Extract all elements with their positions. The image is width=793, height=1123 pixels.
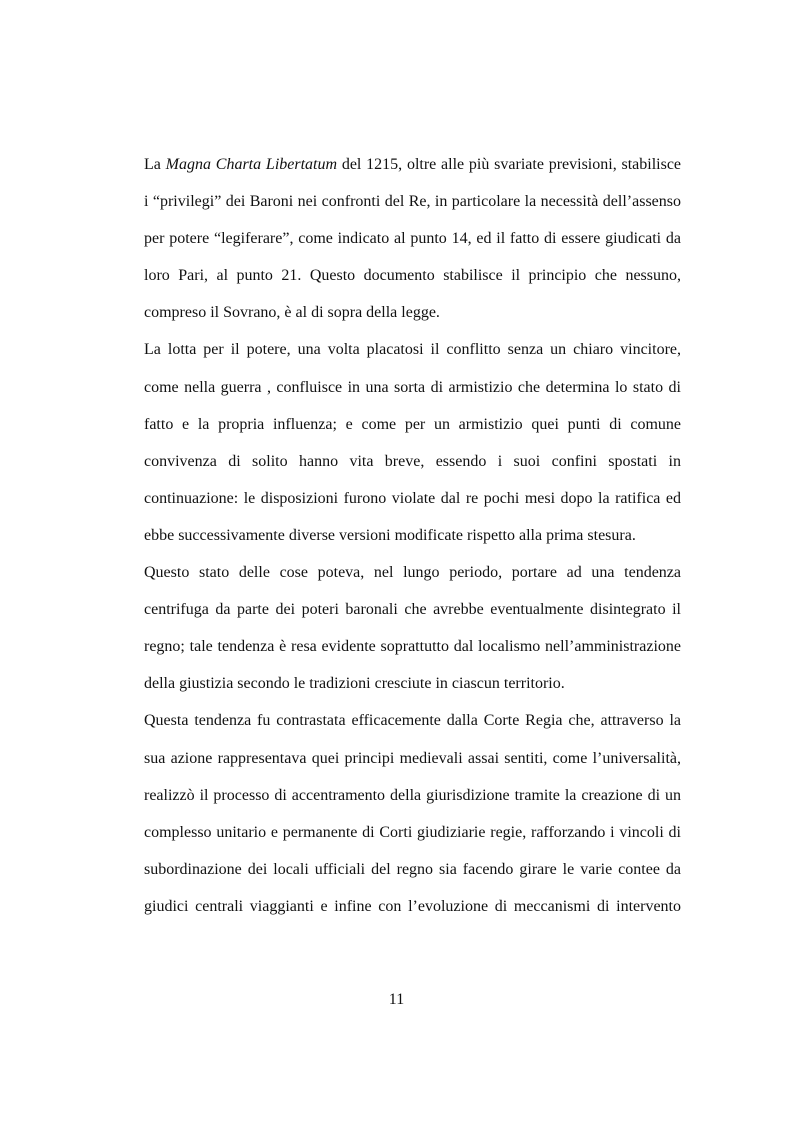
text-segment: del 1215, oltre alle più svariate previsioni, stabilisce bbox=[337, 156, 681, 173]
text-line: convivenza di solito hanno vita breve, essendo i suoi confini spostati in bbox=[144, 452, 681, 470]
paragraph-power-struggle bbox=[144, 331, 681, 554]
paragraph-centrifugal-tendency bbox=[144, 554, 681, 702]
text-segment: La bbox=[144, 156, 166, 173]
text-line: La lotta per il potere, una volta placatosi il conflitto senza un chiaro vincitore, bbox=[144, 341, 681, 359]
text-line: della giustizia secondo le tradizioni cresciute in ciascun territorio. bbox=[144, 675, 565, 693]
italic-title: Magna Charta Libertatum bbox=[165, 156, 338, 173]
text-line bbox=[144, 146, 681, 183]
text-line: loro Pari, al punto 21. Questo documento stabilisce il principio che nessuno, bbox=[144, 267, 681, 285]
text-line: continuazione: le disposizioni furono violate dal re pochi mesi dopo la ratifica ed bbox=[144, 489, 681, 507]
text-line: regno; tale tendenza è resa evidente soprattutto dal localismo nell’amministrazione bbox=[144, 638, 681, 656]
paragraph-magna-charta bbox=[144, 146, 681, 331]
text-line: centrifuga da parte dei poteri baronali che avrebbe eventualmente disintegrato il bbox=[144, 601, 681, 619]
text-line: compreso il Sovrano, è al di sopra della legge. bbox=[144, 304, 440, 322]
paragraph-royal-court bbox=[144, 702, 681, 925]
text-line: giudici centrali viaggianti e infine con l’evoluzione di meccanismi di intervento bbox=[144, 897, 681, 915]
text-line: sua azione rappresentava quei principi medievali assai sentiti, come l’universalità, bbox=[144, 749, 681, 767]
text-line: subordinazione dei locali ufficiali del regno sia facendo girare le varie contee da bbox=[144, 860, 681, 878]
text-line: Questa tendenza fu contrastata efficacemente dalla Corte Regia che, attraverso la bbox=[144, 712, 681, 730]
text-line: realizzò il processo di accentramento della giurisdizione tramite la creazione di un bbox=[144, 786, 681, 804]
text-line: per potere “legiferare”, come indicato al punto 14, ed il fatto di essere giudicati da bbox=[144, 230, 681, 248]
text-line: Questo stato delle cose poteva, nel lungo periodo, portare ad una tendenza bbox=[144, 564, 681, 582]
page-body bbox=[144, 146, 681, 925]
text-line: come nella guerra , confluisce in una sorta di armistizio che determina lo stato di bbox=[144, 378, 681, 396]
text-line: i “privilegi” dei Baroni nei confronti del Re, in particolare la necessità dell’assenso bbox=[144, 193, 681, 211]
page-number: 11 bbox=[388, 991, 405, 1008]
text-line: fatto e la propria influenza; e come per un armistizio quei punti di comune bbox=[144, 415, 681, 433]
text-line: ebbe successivamente diverse versioni modificate rispetto alla prima stesura. bbox=[144, 526, 636, 544]
text-line: complesso unitario e permanente di Corti giudiziarie regie, rafforzando i vincoli di bbox=[144, 823, 681, 841]
